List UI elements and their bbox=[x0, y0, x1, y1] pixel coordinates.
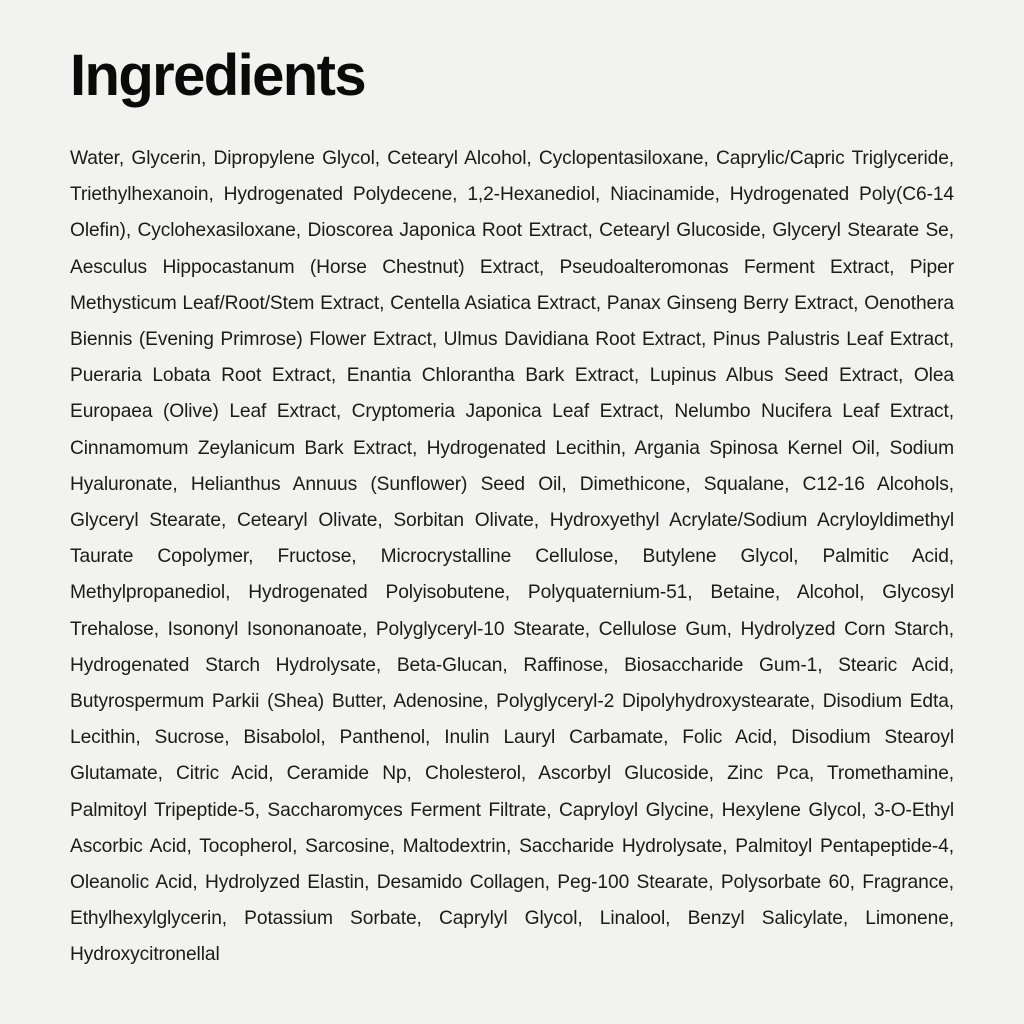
ingredients-list-text: Water, Glycerin, Dipropylene Glycol, Cetearyl Alcohol, Cyclopentasiloxane, Caprylic/Capric Triglyceride, Triethylhexanoin, Hydrogenated Polydecene, 1,2-Hexanediol, Niacinamide, Hydrogenated Poly(C6-14 Olefin), Cyclohexasiloxane, Dioscorea Japonica Root Extract, Cetearyl Glucoside, Glyceryl Stearate Se, Aesculus Hippocastanum (Horse Chestnut) Extract, Pseudoalteromonas Ferment Extract, Piper Methysticum Leaf/Root/Stem Extract, Centella Asiatica Extract, Panax Ginseng Berry Extract, Oenothera Biennis (Evening Primrose) Flower Extract, Ulmus Davidiana Root Extract, Pinus Palustris Leaf Extract, Pueraria Lobata Root Extract, Enantia Chlorantha Bark Extract, Lupinus Albus Seed Extract, Olea Europaea (Olive) Leaf Extract, Cryptomeria Japonica Leaf Extract, Nelumbo Nucifera Leaf Extract, Cinnamomum Zeylanicum Bark Extract, Hydrogenated Lecithin, Argania Spinosa Kernel Oil, Sodium Hyaluronate, Helianthus Annuus (Sunflower) Seed Oil, Dimethicone, Squalane, C12-16 Alcohols, Glyceryl Stearate, Cetearyl Olivate, Sorbitan Olivate, Hydroxyethyl Acrylate/Sodium Acryloyldimethyl Taurate Copolymer, Fructose, Microcrystalline Cellulose, Butylene Glycol, Palmitic Acid, Methylpropanediol, Hydrogenated Polyisobutene, Polyquaternium-51, Betaine, Alcohol, Glycosyl Trehalose, Isononyl Isononanoate, Polyglyceryl-10 Stearate, Cellulose Gum, Hydrolyzed Corn Starch, Hydrogenated Starch Hydrolysate, Beta-Glucan, Raffinose, Biosaccharide Gum-1, Stearic Acid, Butyrospermum Parkii (Shea) Butter, Adenosine, Polyglyceryl-2 Dipolyhydroxystearate, Disodium Edta, Lecithin, Sucrose, Bisabolol, Panthenol, Inulin Lauryl Carbamate, Folic Acid, Disodium Stearoyl Glutamate, Citric Acid, Ceramide Np, Cholesterol, Ascorbyl Glucoside, Zinc Pca, Tromethamine, Palmitoyl Tripeptide-5, Saccharomyces Ferment Filtrate, Capryloyl Glycine, Hexylene Glycol, 3-O-Ethyl Ascorbic Acid, Tocopherol, Sarcosine, Maltodextrin, Saccharide Hydrolysate, Palmitoyl Pentapeptide-4, Oleanolic Acid, Hydrolyzed Elastin, Desamido Collagen, Peg-100 Stearate, Polysorbate 60, Fragrance, Ethylhexylglycerin, Potassium Sorbate, Caprylyl Glycol, Linalool, Benzyl Salicylate, Limonene, Hydroxycitronellal bbox=[70, 147, 954, 966]
page-title: Ingredients bbox=[70, 43, 365, 108]
